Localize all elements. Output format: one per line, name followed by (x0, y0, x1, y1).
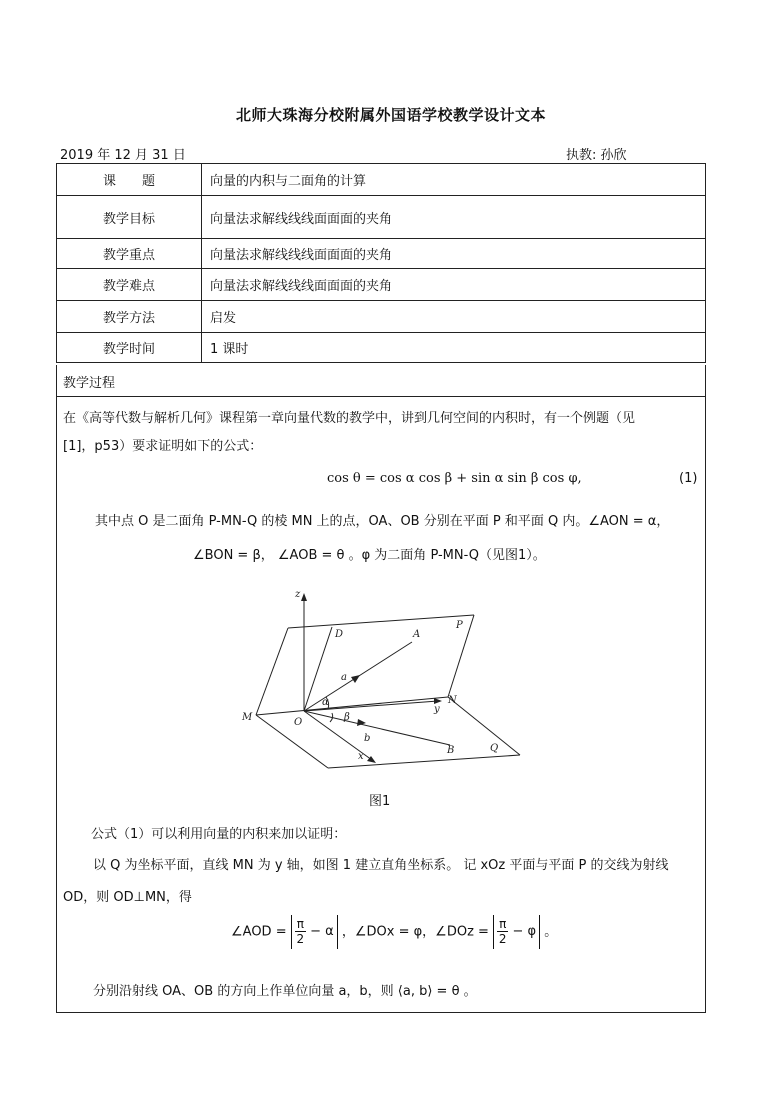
plane-q-right-edge (448, 697, 520, 755)
coordinate-line-2: OD，则 OD⊥MN，得 (63, 890, 192, 905)
document-title: 北师大珠海分校附属外国语学校教学设计文本 (235, 106, 546, 124)
label-x: x (358, 751, 364, 762)
label-o: O (294, 717, 303, 728)
fraction-pi-over-2 (497, 917, 508, 946)
teacher-text: 执教: 孙欣 (566, 148, 627, 163)
table-row (57, 269, 706, 301)
plane-p-left-edge (256, 628, 288, 715)
plane-p-top-edge (288, 615, 474, 628)
abs-expression-1 (291, 915, 338, 949)
angle-aod-label: ∠AOD = (231, 924, 287, 940)
fraction-denominator: 2 (296, 932, 305, 946)
plane-q-bottom-edge (328, 755, 520, 768)
label-d: D (335, 629, 344, 640)
lesson-info-table (56, 163, 706, 363)
label-vector-a: a (341, 672, 347, 683)
description-line-1: 其中点 O 是二面角 P-MN-Q 的棱 MN 上的点，OA、OB 分别在平面 P 和平面 Q 内。∠AON = α， (95, 514, 670, 529)
row-value: 向量法求解线线线面面面的夹角 (202, 196, 706, 239)
fraction-pi-over-2 (295, 917, 306, 946)
row-label: 教学重点 (57, 239, 202, 269)
process-heading-cell (56, 365, 706, 397)
minus-phi: − φ (512, 924, 537, 939)
process-heading: 教学过程 (63, 376, 116, 391)
table-row (57, 301, 706, 333)
row-label: 教学方法 (57, 301, 202, 333)
label-vector-b: b (364, 733, 371, 744)
ray-ob (304, 711, 450, 745)
minus-alpha: − α (310, 924, 334, 939)
row-value: 1 课时 (202, 333, 706, 363)
table-row (57, 239, 706, 269)
row-label: 教学时间 (57, 333, 202, 363)
angle-equations (231, 915, 557, 950)
vector-a-arrowhead (351, 675, 360, 683)
row-label: 教学目标 (57, 196, 202, 239)
label-z: z (295, 589, 301, 600)
angle-dox-text: ，∠DOx = φ，∠DOz = (341, 924, 489, 940)
label-p: P (456, 620, 463, 631)
proof-intro: 公式（1）可以利用向量的内积来加以证明： (91, 827, 347, 842)
label-m: M (242, 712, 253, 723)
description-line-2: ∠BON = β， ∠AOB = θ 。φ 为二面角 P-MN-Q（见图1）。 (193, 548, 546, 563)
label-alpha: α (322, 697, 329, 708)
formula-number: (1) (679, 471, 698, 486)
label-n: N (448, 695, 457, 706)
abs-expression-2 (493, 915, 540, 949)
formula-1: cos θ = cos α cos β + sin α sin β cos φ, (327, 471, 582, 486)
intro-line-2: [1]，p53）要求证明如下的公式： (63, 439, 263, 454)
row-label: 课 题 (57, 164, 202, 196)
fraction-denominator: 2 (498, 932, 507, 946)
unit-vector-line: 分别沿射线 OA、OB 的方向上作单位向量 a，b，则 ⟨a, b⟩ = θ 。 (93, 984, 477, 999)
edge-mn (256, 697, 448, 715)
intro-line-1: 在《高等代数与解析几何》课程第一章向量代数的教学中，讲到几何空间的内积时，有一个例题（见 (63, 411, 636, 426)
table-row (57, 196, 706, 239)
row-value: 启发 (202, 301, 706, 333)
label-b: B (447, 745, 455, 756)
plane-q-left-edge (256, 715, 328, 768)
fraction-numerator: π (296, 917, 304, 931)
end-mark: 。 (544, 924, 558, 940)
coordinate-line-1: 以 Q 为坐标平面，直线 MN 为 y 轴，如图 1 建立直角坐标系。 记 xOz 平面与平面 P 的交线为射线 (93, 858, 669, 873)
label-q: Q (490, 743, 499, 754)
figure-caption: 图1 (369, 794, 391, 809)
table-row (57, 333, 706, 363)
row-value: 向量法求解线线线面面面的夹角 (202, 269, 706, 301)
row-value: 向量法求解线线线面面面的夹角 (202, 239, 706, 269)
label-beta: β (344, 712, 350, 723)
label-y: y (434, 704, 440, 715)
z-arrowhead (301, 593, 307, 601)
date-text: 2019 年 12 月 31 日 (60, 148, 186, 163)
row-value: 向量的内积与二面角的计算 (202, 164, 706, 196)
fraction-numerator: π (499, 917, 507, 931)
label-a: A (413, 629, 421, 640)
dihedral-angle-figure (232, 585, 532, 785)
table-row (57, 164, 706, 196)
row-label: 教学难点 (57, 269, 202, 301)
